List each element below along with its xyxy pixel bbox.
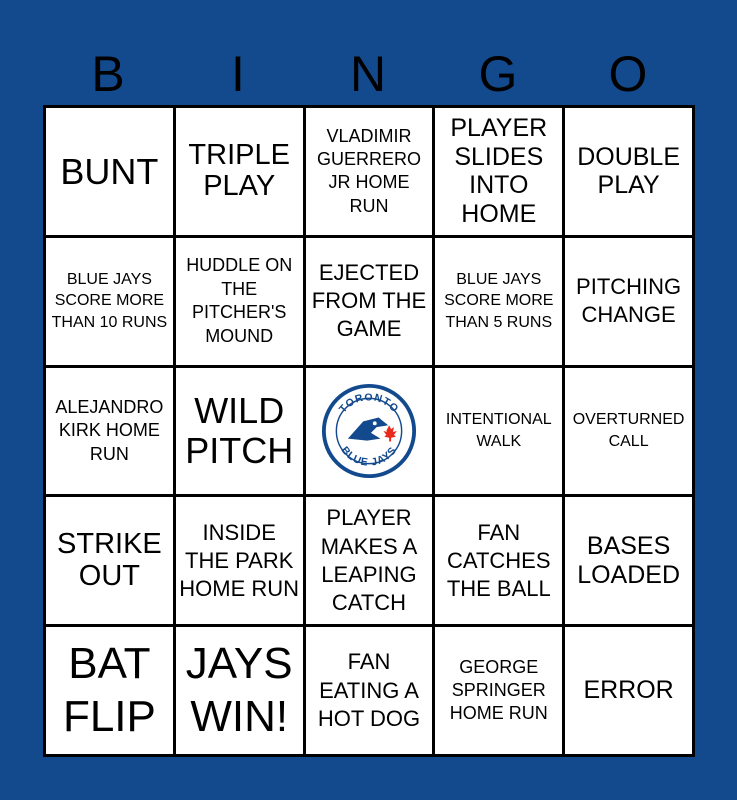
bingo-cell[interactable]: JAYS WIN! bbox=[176, 627, 303, 754]
blue-jays-logo-icon bbox=[321, 383, 417, 479]
bingo-cell[interactable]: DOUBLE PLAY bbox=[565, 108, 692, 235]
bingo-cell[interactable]: EJECTED FROM THE GAME bbox=[306, 238, 433, 365]
bingo-cell[interactable]: BASES LOADED bbox=[565, 497, 692, 624]
bingo-cell[interactable]: VLADIMIR GUERRERO JR HOME RUN bbox=[306, 108, 433, 235]
bingo-cell[interactable]: HUDDLE ON THE PITCHER'S MOUND bbox=[176, 238, 303, 365]
header-letter-g: G bbox=[478, 46, 518, 102]
bingo-cell[interactable]: ERROR bbox=[565, 627, 692, 754]
bingo-cell[interactable]: WILD PITCH bbox=[176, 368, 303, 495]
bingo-cell[interactable]: OVERTURNED CALL bbox=[565, 368, 692, 495]
logo-text-bottom: BLUE JAYS bbox=[338, 444, 400, 469]
bingo-cell[interactable]: FAN CATCHES THE BALL bbox=[435, 497, 562, 624]
header-letter-i: I bbox=[231, 46, 245, 102]
bingo-cell[interactable]: INTENTIONAL WALK bbox=[435, 368, 562, 495]
bingo-cell[interactable]: PLAYER MAKES A LEAPING CATCH bbox=[306, 497, 433, 624]
bingo-board bbox=[43, 105, 695, 757]
bingo-cell[interactable]: PLAYER SLIDES INTO HOME bbox=[435, 108, 562, 235]
bingo-cell[interactable]: GEORGE SPRINGER HOME RUN bbox=[435, 627, 562, 754]
bingo-cell[interactable]: BLUE JAYS SCORE MORE THAN 5 RUNS bbox=[435, 238, 562, 365]
header-letter-b: B bbox=[91, 46, 125, 102]
bingo-header bbox=[43, 44, 693, 104]
bingo-cell[interactable]: STRIKE OUT bbox=[46, 497, 173, 624]
bingo-cell[interactable]: INSIDE THE PARK HOME RUN bbox=[176, 497, 303, 624]
logo-text-top: TORONTO bbox=[336, 391, 402, 416]
bingo-cell[interactable]: PITCHING CHANGE bbox=[565, 238, 692, 365]
header-letter-o: O bbox=[608, 46, 648, 102]
bingo-cell[interactable]: BUNT bbox=[46, 108, 173, 235]
bingo-cell[interactable]: TRIPLE PLAY bbox=[176, 108, 303, 235]
free-space-cell[interactable] bbox=[306, 368, 433, 495]
bingo-cell[interactable]: BLUE JAYS SCORE MORE THAN 10 RUNS bbox=[46, 238, 173, 365]
bingo-cell[interactable]: FAN EATING A HOT DOG bbox=[306, 627, 433, 754]
bingo-cell[interactable]: BAT FLIP bbox=[46, 627, 173, 754]
bingo-cell[interactable]: ALEJANDRO KIRK HOME RUN bbox=[46, 368, 173, 495]
header-letter-n: N bbox=[349, 46, 387, 102]
